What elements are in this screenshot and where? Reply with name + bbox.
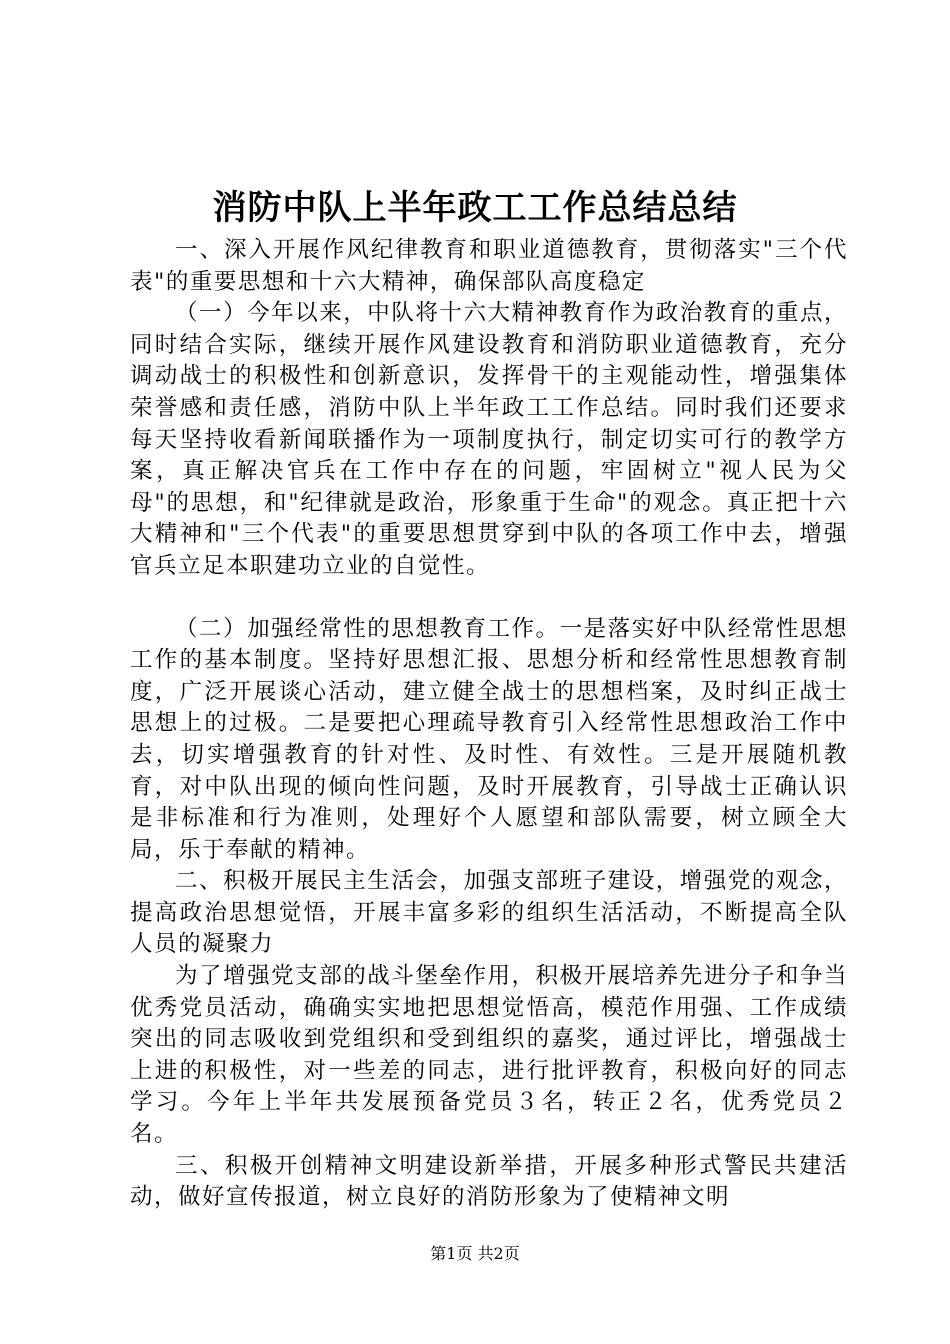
section-three-heading: 三、积极开创精神文明建设新举措，开展多种形式警民共建活动，做好宣传报道，树立良好的消防形象为了使精神文明	[130, 1152, 848, 1211]
paragraph-item-one: （一）今年以来，中队将十六大精神教育作为政治教育的重点，同时结合实际，继续开展作风建设教育和消防职业道德教育，充分调动战士的积极性和创新意识，发挥骨干的主观能动性，增强集体荣誉感和责任感，消防中队上半年政工工作总结。同时我们还要求每天坚持收看新闻联播作为一项制度执行，制定切实可行的教学方案，真正解决官兵在工作中存在的问题，牢固树立"视人民为父母"的思想，和"纪律就是政治，形象重于生命"的观念。真正把十六大精神和"三个代表"的重要思想贯穿到中队的各项工作中去，增强官兵立足本职建功立业的自觉性。	[130, 300, 848, 579]
paragraph-party-building: 为了增强党支部的战斗堡垒作用，积极开展培养先进分子和争当优秀党员活动，确确实实地把思想觉悟高，模范作用强、工作成绩突出的同志吸收到党组织和受到组织的嘉奖，通过评比，增强战士上进的积极性，对一些差的同志，进行批评教育，积极向好的同志学习。今年上半年共发展预备党员３名，转正２名，优秀党员２名。	[130, 963, 848, 1148]
document-body	[130, 235, 848, 1214]
section-two-heading: 二、积极开展民主生活会，加强支部班子建设，增强党的观念，提高政治思想觉悟，开展丰富多彩的组织生活活动，不断提高全队人员的凝聚力	[130, 868, 848, 958]
document-title: 消防中队上半年政工工作总结总结	[212, 188, 738, 228]
section-one-heading: 一、深入开展作风纪律教育和职业道德教育，贯彻落实"三个代表"的重要思想和十六大精神，确保部队高度稳定	[130, 237, 848, 295]
paragraph-item-two: （二）加强经常性的思想教育工作。一是落实好中队经常性思想工作的基本制度。坚持好思想汇报、思想分析和经常性思想教育制度，广泛开展谈心活动，建立健全战士的思想档案，及时纠正战士思想上的过极。二是要把心理疏导教育引入经常性思想政治工作中去，切实增强教育的针对性、及时性、有效性。三是开展随机教育，对中队出现的倾向性问题，及时开展教育，引导战士正确认识是非标准和行为准则，处理好个人愿望和部队需要，树立顾全大局，乐于奉献的精神。	[130, 615, 848, 863]
page-number-footer: 第1页 共2页	[430, 1244, 520, 1263]
